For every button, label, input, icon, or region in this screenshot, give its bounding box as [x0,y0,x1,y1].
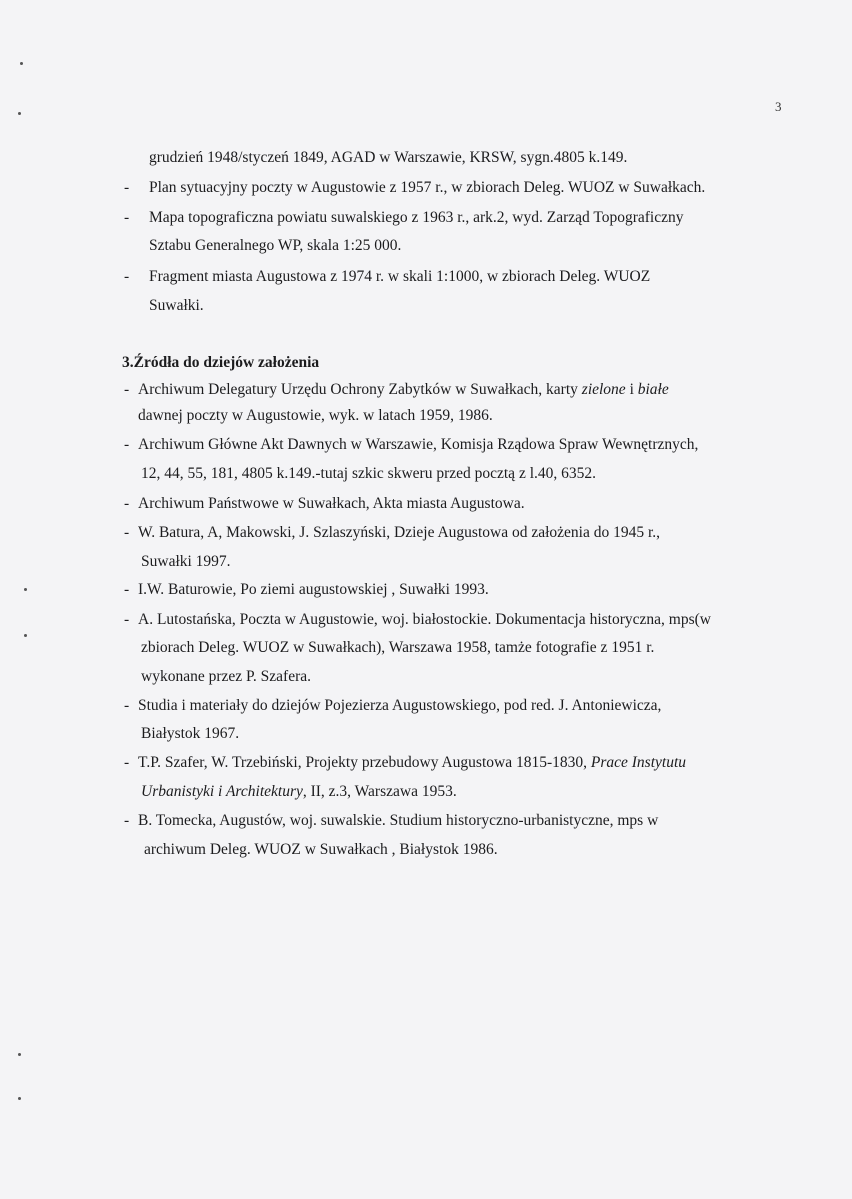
source-item: Archiwum Państwowe w Suwałkach, Akta miasta Augustowa. [138,495,525,512]
list-item: Fragment miasta Augustowa z 1974 r. w skali 1:1000, w zbiorach Deleg. WUOZ [149,268,651,285]
source-item: T.P. Szafer, W. Trzebiński, Projekty przebudowy Augustowa 1815-1830, Prace Instytutu [138,754,687,771]
list-bullet: - [124,581,130,598]
source-item-continuation: archiwum Deleg. WUOZ w Suwałkach , Białystok 1986. [144,841,498,858]
source-item: Studia i materiały do dziejów Pojezierza Augustowskiego, pod red. J. Antoniewicza, [138,697,662,714]
source-item-continuation: Białystok 1967. [141,725,240,742]
list-bullet: - [124,436,130,453]
list-bullet: - [124,381,130,398]
list-bullet: - [124,754,130,771]
scan-speck [18,112,21,115]
text-line: grudzień 1948/styczeń 1849, AGAD w Warszawie, KRSW, sygn.4805 k.149. [149,149,628,166]
list-bullet: - [124,812,130,829]
scan-speck [24,634,27,637]
source-item: Archiwum Główne Akt Dawnych w Warszawie, Komisja Rządowa Spraw Wewnętrznych, [138,436,699,453]
source-item-continuation: zbiorach Deleg. WUOZ w Suwałkach), Warszawa 1958, tamże fotografie z 1951 r. [141,639,655,656]
source-item-continuation: wykonane przez P. Szafera. [141,668,311,685]
list-bullet: - [124,268,130,285]
list-item: Mapa topograficzna powiatu suwalskiego z 1963 r., ark.2, wyd. Zarząd Topograficzny [149,209,684,226]
list-bullet: - [124,697,130,714]
source-item: Archiwum Delegatury Urzędu Ochrony Zabytków w Suwałkach, karty zielone i białe [138,381,669,398]
source-item: A. Lutostańska, Poczta w Augustowie, woj. białostockie. Dokumentacja historyczna, mps(w [138,611,711,628]
list-bullet: - [124,524,130,541]
source-item: W. Batura, A, Makowski, J. Szlaszyński, Dzieje Augustowa od założenia do 1945 r., [138,524,661,541]
source-item: B. Tomecka, Augustów, woj. suwalskie. Studium historyczno-urbanistyczne, mps w [138,812,659,829]
scan-speck [20,62,23,65]
list-bullet: - [124,179,130,196]
section-heading: 3.Źródła do dziejów założenia [122,354,320,371]
source-item-continuation: Urbanistyki i Architektury, II, z.3, Warszawa 1953. [141,783,457,800]
scan-speck [24,588,27,591]
source-item: I.W. Baturowie, Po ziemi augustowskiej , Suwałki 1993. [138,581,489,598]
list-bullet: - [124,495,130,512]
list-bullet: - [124,611,130,628]
scan-speck [18,1053,21,1056]
list-bullet: - [124,209,130,226]
list-item-continuation: Suwałki. [149,297,204,314]
source-item-continuation: 12, 44, 55, 181, 4805 k.149.-tutaj szkic skweru przed pocztą z l.40, 6352. [141,465,597,482]
list-item: Plan sytuacyjny poczty w Augustowie z 1957 r., w zbiorach Deleg. WUOZ w Suwałkach. [149,179,706,196]
scan-speck [18,1097,21,1100]
source-item-continuation: dawnej poczty w Augustowie, wyk. w latach 1959, 1986. [138,407,493,424]
page-number: 3 [775,99,782,114]
source-item-continuation: Suwałki 1997. [141,553,231,570]
list-item-continuation: Sztabu Generalnego WP, skala 1:25 000. [149,237,402,254]
